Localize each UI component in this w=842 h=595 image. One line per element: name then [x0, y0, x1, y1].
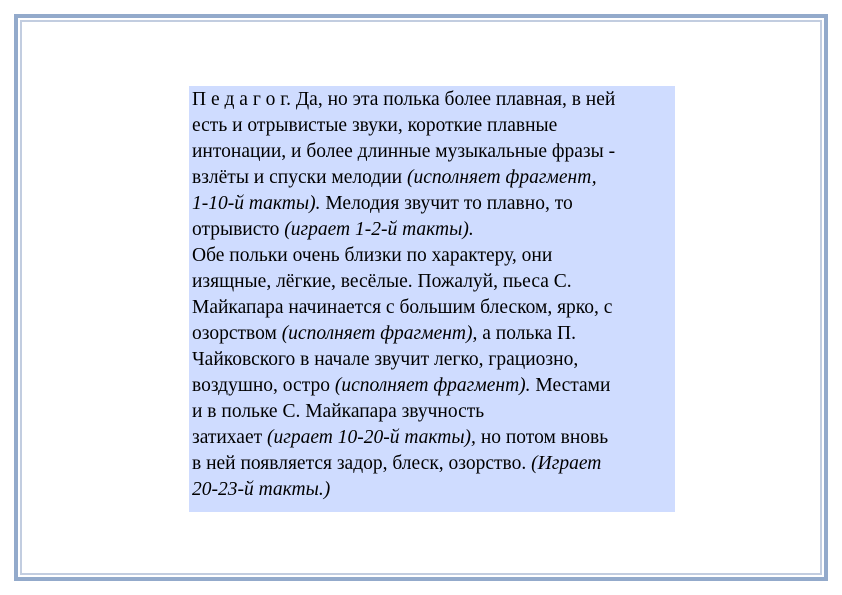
text-segment: Местами [530, 375, 611, 396]
text-segment: воздушно, остро [192, 375, 335, 396]
text-line [192, 139, 672, 165]
text-segment: Чайковского в начале звучит легко, грациозно, [192, 349, 579, 370]
text-line [192, 321, 672, 347]
text-line [192, 217, 672, 243]
text-segment-italic: (играет 1-2-й такты). [284, 219, 474, 240]
text-segment-italic: (исполняет фрагмент). [334, 375, 531, 396]
text-line [192, 269, 672, 295]
text-line [192, 477, 672, 503]
text-block [189, 86, 675, 512]
text-segment-italic: (Играет [531, 453, 602, 474]
text-segment: Обе польки очень близки по характеру, они [192, 245, 553, 266]
text-segment: есть и отрывистые звуки, короткие плавные [192, 115, 558, 136]
text-line [192, 451, 672, 477]
text-line [192, 373, 672, 399]
text-line [192, 87, 672, 113]
text-segment: П е д а г о г. Да, но эта полька более плавная, в ней [192, 89, 616, 110]
text-segment-italic: (исполняет фрагмент, [406, 167, 597, 188]
text-segment: изящные, лёгкие, весёлые. Пожалуй, пьеса С. [192, 271, 572, 292]
text-segment: а полька П. [477, 323, 576, 344]
text-segment: в ней появляется задор, блеск, озорство. [192, 453, 532, 474]
text-line [192, 165, 672, 191]
text-segment: Майкапара начинается с большим блеском, ярко, с [192, 297, 613, 318]
text-line [192, 399, 672, 425]
text-segment: взлёты и спуски мелодии [192, 167, 407, 188]
text-line [192, 191, 672, 217]
text-segment: и в польке С. Майкапара звучность [192, 401, 485, 422]
text-segment: затихает [192, 427, 268, 448]
text-line [192, 347, 672, 373]
text-segment: интонации, и более длинные музыкальные фразы - [192, 141, 616, 162]
text-segment: озорством [192, 323, 282, 344]
text-line [192, 113, 672, 139]
text-line [192, 425, 672, 451]
text-segment: отрывисто [192, 219, 285, 240]
text-segment-italic: (исполняет фрагмент), [281, 323, 478, 344]
text-segment-italic: 1-10-й такты). [192, 193, 321, 214]
text-segment-italic: 20-23-й такты.) [192, 479, 331, 500]
text-segment-italic: (играет 10-20-й такты), [267, 427, 476, 448]
text-segment: но потом вновь [475, 427, 609, 448]
text-segment: Мелодия звучит то плавно, то [320, 193, 573, 214]
text-line [192, 243, 672, 269]
text-line [192, 295, 672, 321]
